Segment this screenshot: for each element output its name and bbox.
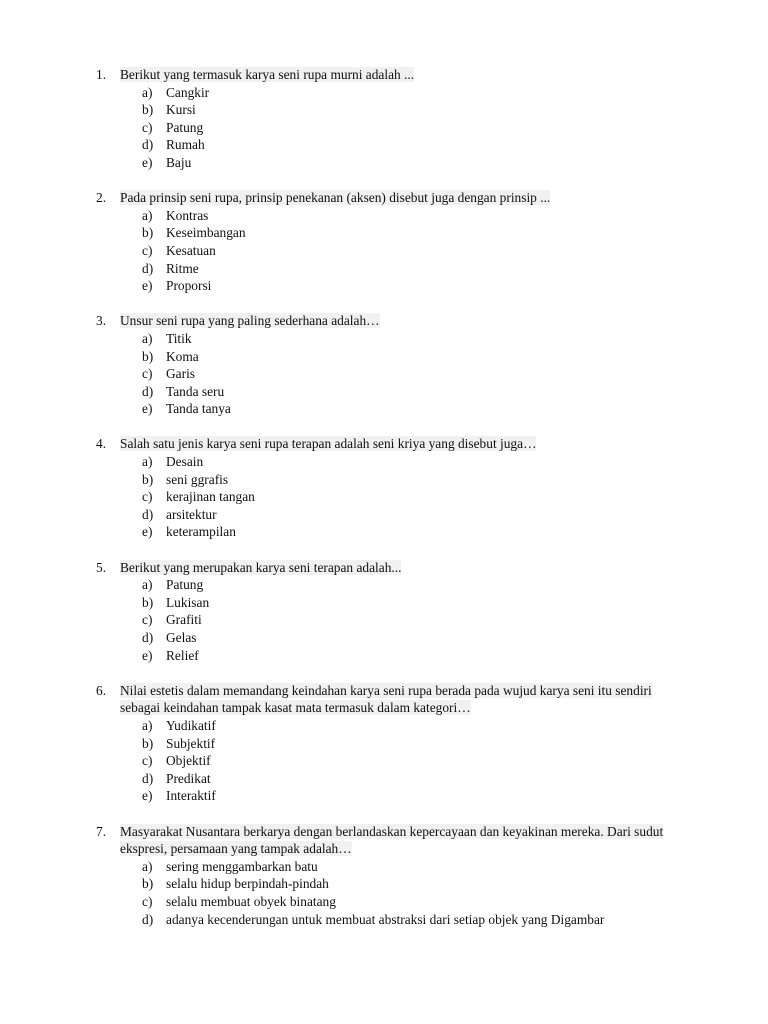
option-item — [0, 119, 768, 137]
option-text: Garis — [166, 366, 196, 382]
option-item — [0, 875, 768, 893]
question-text — [120, 435, 695, 453]
option-letter: a) — [142, 454, 153, 470]
option-letter: d) — [142, 383, 154, 399]
option-item — [0, 348, 768, 366]
option-item — [0, 858, 768, 876]
option-list — [0, 453, 768, 541]
option-letter: b) — [142, 735, 154, 751]
question-7 — [0, 823, 768, 929]
question-number: 1. — [96, 67, 107, 82]
option-text: Desain — [166, 454, 204, 470]
option-letter: e) — [142, 278, 153, 294]
option-letter: c) — [142, 893, 153, 909]
question-text — [120, 189, 695, 207]
option-letter: d) — [142, 260, 154, 276]
option-item — [0, 893, 768, 911]
option-letter: b) — [142, 102, 154, 118]
option-text: Titik — [166, 330, 192, 346]
option-text: Baju — [166, 154, 192, 170]
option-item — [0, 207, 768, 225]
option-item — [0, 277, 768, 295]
option-list — [0, 84, 768, 172]
option-text: Yudikatif — [166, 717, 216, 733]
option-text: sering menggambarkan batu — [166, 858, 318, 874]
option-letter: a) — [142, 717, 153, 733]
question-1 — [0, 66, 768, 172]
option-item — [0, 471, 768, 489]
option-letter: e) — [142, 401, 153, 417]
option-letter: a) — [142, 858, 153, 874]
option-letter: a) — [142, 577, 153, 593]
option-item — [0, 594, 768, 612]
option-text: Patung — [166, 119, 204, 135]
option-text: Ritme — [166, 260, 199, 276]
question-text-content: Unsur seni rupa yang paling sederhana adalah… — [120, 313, 380, 329]
option-item — [0, 787, 768, 805]
option-letter: b) — [142, 471, 154, 487]
option-text: Patung — [166, 577, 204, 593]
option-letter: c) — [142, 119, 153, 135]
option-item — [0, 365, 768, 383]
option-letter: c) — [142, 242, 153, 258]
question-text — [120, 312, 695, 330]
option-item — [0, 260, 768, 278]
option-letter: a) — [142, 330, 153, 346]
option-text: Keseimbangan — [166, 225, 246, 241]
option-letter: c) — [142, 489, 153, 505]
option-item — [0, 611, 768, 629]
option-item — [0, 242, 768, 260]
option-text: keterampilan — [166, 524, 236, 540]
option-text: Rumah — [166, 137, 205, 153]
question-text — [120, 66, 695, 84]
option-letter: a) — [142, 84, 153, 100]
option-text: Interaktif — [166, 788, 216, 804]
option-text: Lukisan — [166, 594, 210, 610]
question-text-content: Berikut yang merupakan karya seni terapan adalah... — [120, 559, 402, 575]
question-3 — [0, 312, 768, 418]
option-text: seni ggrafis — [166, 471, 229, 487]
option-item — [0, 752, 768, 770]
question-text-content: Salah satu jenis karya seni rupa terapan adalah seni kriya yang disebut juga… — [120, 436, 537, 452]
option-text: Koma — [166, 348, 199, 364]
option-letter: a) — [142, 207, 153, 223]
question-6 — [0, 682, 768, 805]
option-item — [0, 523, 768, 541]
question-number: 6. — [96, 682, 107, 698]
question-text-content: Berikut yang termasuk karya seni rupa murni adalah ... — [120, 67, 415, 82]
option-text: Kesatuan — [166, 242, 216, 258]
option-letter: c) — [142, 612, 153, 628]
option-item — [0, 911, 768, 929]
option-list — [0, 330, 768, 418]
option-letter: e) — [142, 788, 153, 804]
option-item — [0, 488, 768, 506]
option-item — [0, 400, 768, 418]
option-text: Kursi — [166, 102, 196, 118]
option-item — [0, 84, 768, 102]
option-item — [0, 629, 768, 647]
option-list — [0, 576, 768, 664]
option-item — [0, 717, 768, 735]
option-item — [0, 330, 768, 348]
option-letter: d) — [142, 630, 154, 645]
quiz-document — [0, 66, 768, 946]
question-number: 3. — [96, 313, 107, 329]
option-item — [0, 136, 768, 154]
option-item — [0, 101, 768, 119]
question-text-content: Masyarakat Nusantara berkarya dengan berlandaskan kepercayaan dan keyakinan mereka. Dari sudut ekspresi, persamaan yang tampak adalah… — [120, 823, 664, 857]
option-letter: c) — [142, 366, 153, 382]
option-letter: b) — [142, 876, 154, 892]
option-letter: e) — [142, 154, 153, 170]
question-number: 2. — [96, 190, 107, 206]
option-item — [0, 383, 768, 401]
option-letter: b) — [142, 594, 154, 610]
option-letter: d) — [142, 770, 154, 786]
option-item — [0, 506, 768, 524]
question-text-content: Pada prinsip seni rupa, prinsip penekanan (aksen) disebut juga dengan prinsip ... — [120, 190, 551, 206]
option-text: selalu hidup berpindah-pindah — [166, 876, 329, 892]
question-number: 4. — [96, 436, 107, 452]
option-text: Subjektif — [166, 735, 216, 751]
option-item — [0, 770, 768, 788]
option-text: Tanda seru — [166, 383, 225, 399]
question-text — [120, 559, 695, 577]
question-2 — [0, 189, 768, 295]
option-letter: b) — [142, 225, 154, 241]
option-text: Tanda tanya — [166, 401, 231, 417]
option-item — [0, 453, 768, 471]
option-text: Objektif — [166, 753, 211, 769]
option-text: Predikat — [166, 770, 211, 786]
option-text: kerajinan tangan — [166, 489, 255, 505]
option-item — [0, 576, 768, 594]
question-number: 5. — [96, 559, 107, 575]
question-text — [120, 823, 695, 858]
option-item — [0, 224, 768, 242]
option-text: Kontras — [166, 207, 209, 223]
option-text: Gelas — [166, 630, 197, 645]
option-letter: d) — [142, 911, 154, 927]
option-letter: c) — [142, 753, 153, 769]
option-text: Grafiti — [166, 612, 202, 628]
option-text: adanya kecenderungan untuk membuat abstraksi dari setiap objek yang Digambar — [166, 911, 605, 927]
option-item — [0, 154, 768, 172]
option-item — [0, 647, 768, 665]
question-4 — [0, 435, 768, 541]
option-text: Cangkir — [166, 84, 210, 100]
option-letter: e) — [142, 524, 153, 540]
option-list — [0, 207, 768, 295]
question-number: 7. — [96, 823, 107, 839]
option-letter: d) — [142, 506, 154, 522]
question-text — [120, 682, 695, 717]
option-letter: b) — [142, 348, 154, 364]
option-list — [0, 717, 768, 805]
option-text: selalu membuat obyek binatang — [166, 893, 336, 909]
option-text: arsitektur — [166, 506, 217, 522]
option-list — [0, 858, 768, 928]
question-5 — [0, 559, 768, 665]
option-item — [0, 735, 768, 753]
question-text-content: Nilai estetis dalam memandang keindahan karya seni rupa berada pada wujud karya seni itu sendiri sebagai keindahan tampak kasat mata termasuk dalam kategori… — [120, 682, 652, 716]
option-text: Proporsi — [166, 278, 212, 294]
option-letter: e) — [142, 647, 153, 663]
option-text: Relief — [166, 647, 199, 663]
option-letter: d) — [142, 137, 154, 153]
